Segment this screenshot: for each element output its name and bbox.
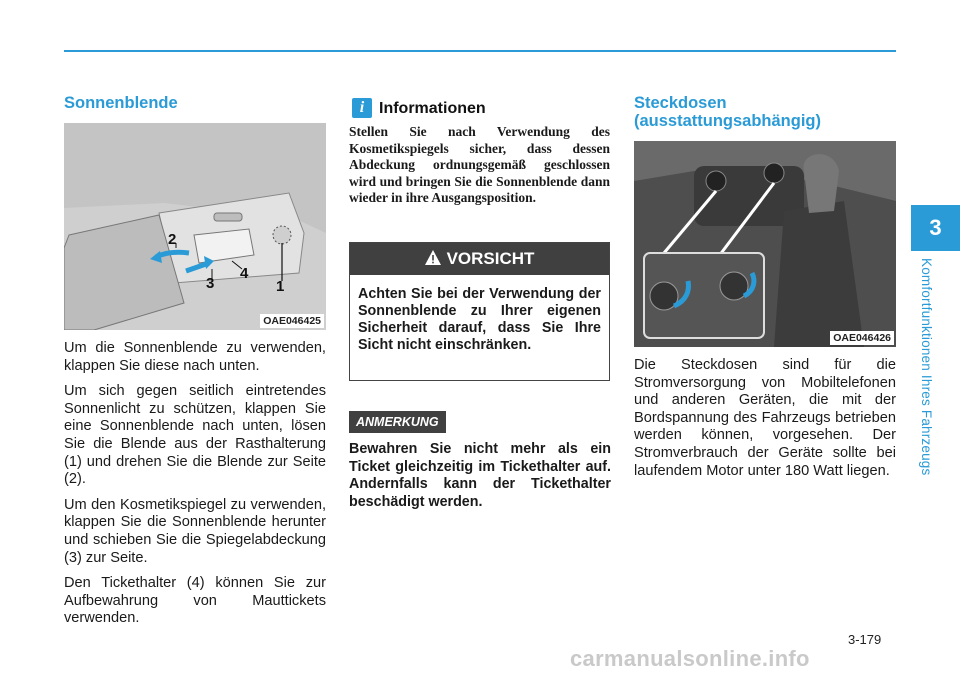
caution-header bbox=[350, 243, 609, 275]
callout-2: 2 bbox=[168, 231, 177, 248]
sun-visor-text bbox=[64, 340, 326, 636]
callout-1: 1 bbox=[276, 278, 285, 295]
info-title: Informationen bbox=[379, 100, 486, 117]
sun-visor-figure bbox=[64, 123, 326, 330]
paragraph: Um den Kosmetikspiegel zu verwenden, klappen Sie die Sonnenblende herunter und schieben Sie die Spiegelabdeckung (3) zur Seite. bbox=[64, 496, 326, 566]
page-number: 3-179 bbox=[848, 632, 882, 647]
section-title-steckdosen bbox=[634, 94, 821, 130]
figure-code: OAE046425 bbox=[260, 314, 324, 328]
chapter-label-text: Komfortfunktionen Ihres Fahrzeugs bbox=[919, 258, 934, 476]
title-line-1: Steckdosen bbox=[634, 94, 727, 112]
title-line-2: (ausstattungsabhängig) bbox=[634, 112, 822, 130]
callout-3: 3 bbox=[206, 275, 215, 292]
header-rule bbox=[64, 50, 896, 52]
caution-box bbox=[349, 242, 610, 381]
watermark: carmanualsonline.info bbox=[570, 646, 810, 671]
caution-title: VORSICHT bbox=[446, 249, 535, 268]
warning-triangle-icon bbox=[425, 243, 441, 275]
paragraph: Um sich gegen seitlich eintretendes Sonnenlicht zu schützen, klappen Sie eine Sonnenblende nach unten, lösen Sie die Blende aus der Rasthalterung (1) und drehen Sie die Blende zur Seite (2). bbox=[64, 383, 326, 488]
power-outlet-illustration bbox=[634, 141, 896, 347]
section-title-sonnenblende: Sonnenblende bbox=[64, 94, 178, 112]
chapter-number: 3 bbox=[911, 205, 960, 251]
callout-4: 4 bbox=[240, 265, 249, 282]
figure-code: OAE046426 bbox=[830, 331, 894, 345]
info-icon: i bbox=[352, 98, 372, 118]
power-outlet-text: Die Steckdosen sind für die Stromversorgung von Mobiltelefonen und anderen Geräten, die mit der Bordspannung des Fahrzeugs betrieben werden können, vorgesehen. Der Stromverbrauch der Geräte sollte bei laufendem Motor unter 180 Watt liegen. bbox=[634, 357, 896, 479]
paragraph: Um die Sonnenblende zu verwenden, klappen Sie diese nach unten. bbox=[64, 340, 326, 374]
note-badge: ANMERKUNG bbox=[349, 411, 446, 433]
sun-visor-illustration bbox=[64, 123, 326, 330]
caution-text: Achten Sie bei der Verwendung der Sonnenblende zu Ihrer eigenen Sicherheit darauf, dass Sie Ihre Sicht nicht einschränken. bbox=[358, 286, 601, 353]
chapter-label bbox=[916, 258, 936, 498]
power-outlet-figure bbox=[634, 141, 896, 347]
paragraph: Den Tickethalter (4) können Sie zur Aufbewahrung von Mauttickets verwenden. bbox=[64, 575, 326, 627]
info-text: Stellen Sie nach Verwendung des Kosmetikspiegels sicher, dass dessen Abdeckung ordnungsgemäß geschlossen wird und bringen Sie die Sonnenblende dann wieder in ihre Ausgangsposition. bbox=[349, 124, 610, 205]
note-text: Bewahren Sie nicht mehr als ein Ticket gleichzeitig im Tickethalter auf. Andernfalls kann der Tickethalter beschädigt werden. bbox=[349, 441, 611, 510]
